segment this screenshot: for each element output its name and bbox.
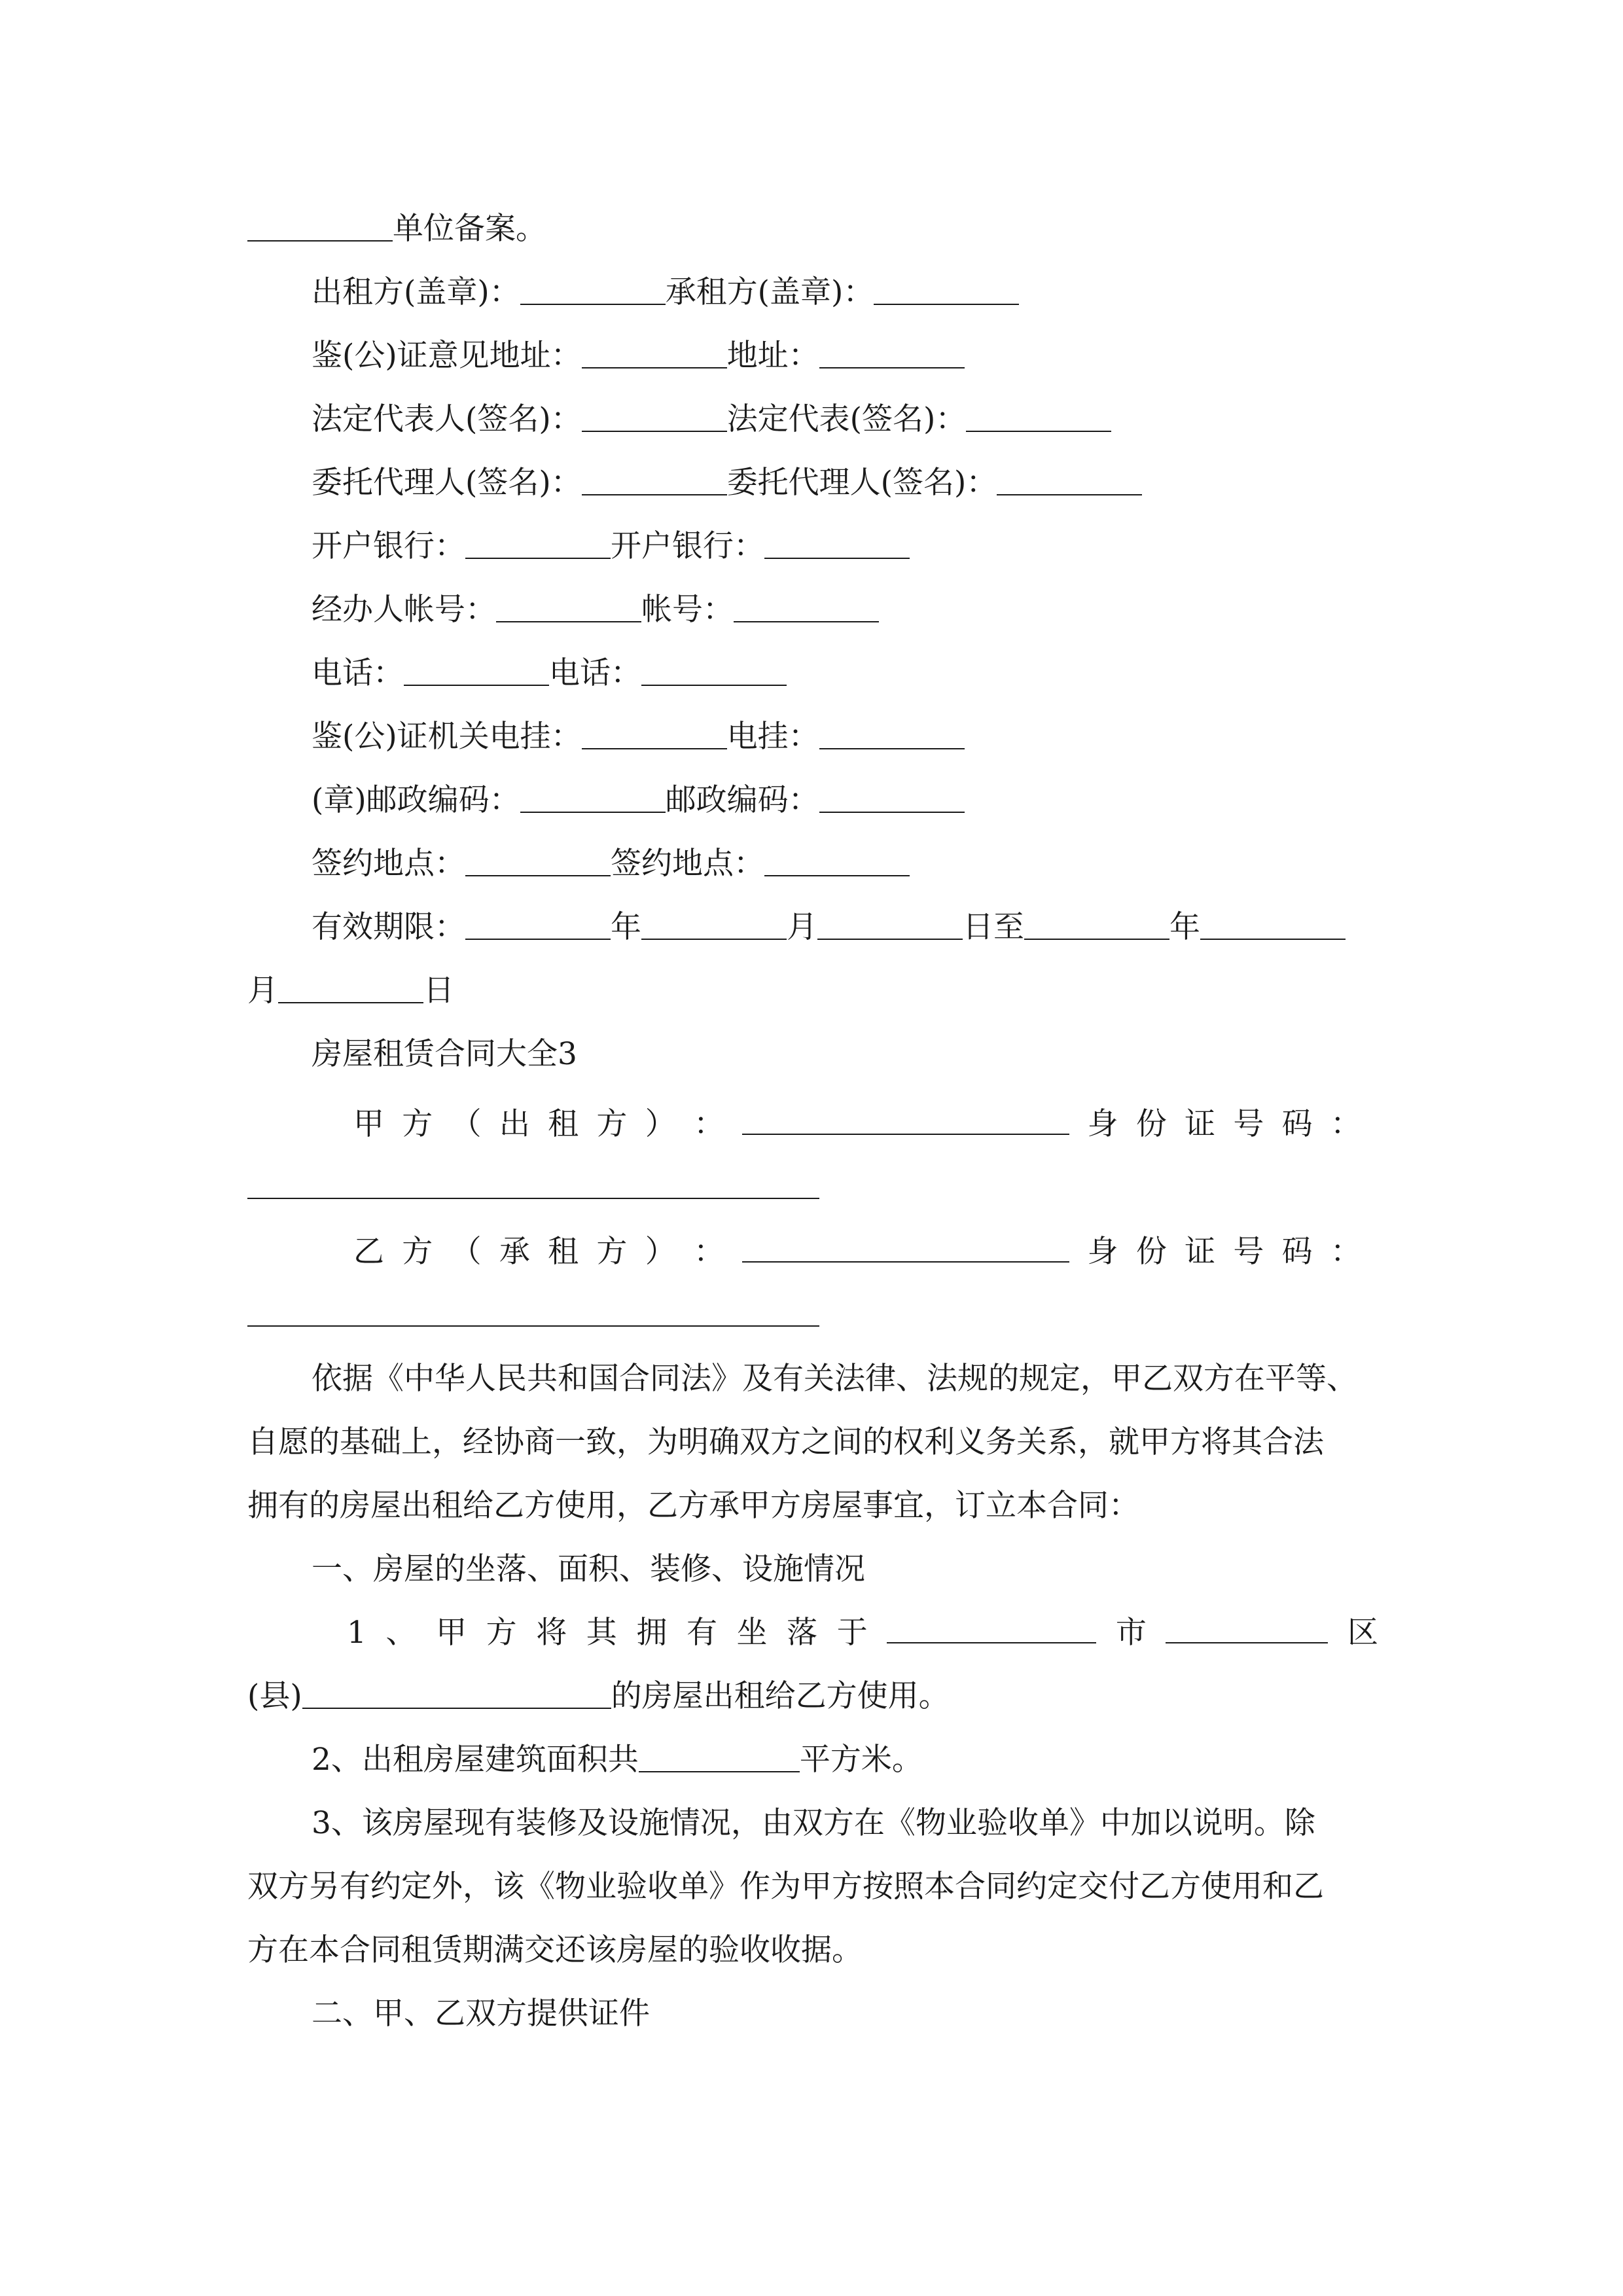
section-1-heading: 一、房屋的坐落、面积、装修、设施情况 <box>312 1551 865 1587</box>
notary-telegraph-label: 鉴(公)证机关电挂： <box>312 719 582 755</box>
phone-label-b: 电话： <box>549 655 641 691</box>
area-unit: 平方米。 <box>799 1742 923 1778</box>
party-a-char: （ <box>450 1106 482 1142</box>
legal-rep-label-a: 法定代表人(签名)： <box>312 401 582 437</box>
party-b-id-char: 码 <box>1281 1234 1313 1270</box>
validity-line <box>312 908 1378 947</box>
postcode-label-b: 邮政编码： <box>665 782 819 818</box>
month-label: 月 <box>787 909 817 945</box>
contract-title: 房屋租赁合同大全3 <box>312 1036 577 1072</box>
agent-line <box>312 463 1378 503</box>
party-b-char: 承 <box>499 1234 530 1270</box>
item-1-char: 1 <box>347 1615 366 1651</box>
item-3-line-3: 方在本合同租赁期满交还该房屋的验收收据。 <box>247 1932 863 1968</box>
item-2-text: 2、出租房屋建筑面积共 <box>312 1742 639 1778</box>
party-a-id-char: 份 <box>1135 1106 1167 1142</box>
district-blank <box>1166 1613 1328 1643</box>
validity-label: 有效期限： <box>312 909 465 945</box>
telegraph-label: 电挂： <box>726 719 819 755</box>
sign-place-blank-b <box>764 846 910 876</box>
party-b-char: 方 <box>596 1234 628 1270</box>
lessor-seal-blank <box>520 275 666 305</box>
month-label-end: 月 <box>247 973 278 1009</box>
city-blank <box>887 1613 1096 1643</box>
bank-label-b: 开户银行： <box>611 528 764 564</box>
legal-rep-blank-a <box>582 402 727 432</box>
validity-end-year-blank <box>1024 910 1169 940</box>
phone-blank-a <box>404 656 549 686</box>
validity-continuation-line <box>247 971 1378 1011</box>
phone-blank-b <box>641 656 787 686</box>
postcode-blank-b <box>819 783 965 813</box>
validity-start-year-blank <box>465 910 611 940</box>
party-a-char: 方 <box>596 1106 628 1142</box>
sign-place-label-a: 签约地点： <box>312 846 465 882</box>
agent-blank-b <box>997 465 1142 495</box>
party-a-id-char: 身 <box>1087 1106 1118 1142</box>
sign-place-blank-a <box>465 846 611 876</box>
filing-line <box>247 209 1378 249</box>
party-b-id-char: 号 <box>1233 1234 1264 1270</box>
item-1-char: 将 <box>536 1615 567 1651</box>
lessee-seal-blank <box>874 275 1019 305</box>
telegraph-line <box>312 717 1378 757</box>
postcode-blank-a <box>520 783 666 813</box>
party-b-line <box>353 1232 1361 1272</box>
phone-label-a: 电话： <box>312 655 404 691</box>
party-a-id-char: 证 <box>1185 1106 1216 1142</box>
lessor-seal-label: 出租方(盖章)： <box>312 274 520 310</box>
address-label: 地址： <box>726 338 819 374</box>
item-1-char: 、 <box>385 1615 417 1651</box>
legal-rep-blank-b <box>966 402 1111 432</box>
party-b-id-char: ： <box>1330 1234 1361 1270</box>
seal-line <box>312 273 1378 312</box>
validity-start-day-blank <box>817 910 963 940</box>
sign-place-line <box>312 844 1378 884</box>
city-label: 市 <box>1115 1615 1147 1651</box>
party-b-id-char: 身 <box>1087 1234 1118 1270</box>
party-a-id-blank <box>247 1198 819 1199</box>
intro-line-2: 自愿的基础上，经协商一致，为明确双方之间的权利义务关系，就甲方将其合法 <box>247 1424 1324 1460</box>
validity-end-day-blank <box>278 973 423 1003</box>
account-blank <box>734 592 879 622</box>
intro-line-1: 依据《中华人民共和国合同法》及有关法律、法规的规定，甲乙双方在平等、 <box>312 1361 1357 1397</box>
item-3-line-2: 双方另有约定外，该《物业验收单》作为甲方按照本合同约定交付乙方使用和乙 <box>247 1869 1324 1905</box>
party-a-id-char: ： <box>1330 1106 1361 1142</box>
party-a-name-blank <box>742 1105 1069 1135</box>
party-a-char: 出 <box>499 1106 530 1142</box>
party-b-char: 乙 <box>353 1234 384 1270</box>
agent-label-a: 委托代理人(签名)： <box>312 465 582 501</box>
address-line <box>312 336 1378 376</box>
item-1-line <box>347 1613 1378 1653</box>
district-label: 区 <box>1347 1615 1378 1651</box>
item-1-tail: 的房屋出租给乙方使用。 <box>611 1678 950 1714</box>
party-b-char: ： <box>693 1234 724 1270</box>
party-b-char: 租 <box>548 1234 579 1270</box>
filing-text: 单位备案。 <box>393 211 546 247</box>
section-2-heading: 二、甲、乙双方提供证件 <box>312 1996 650 2032</box>
year-label: 年 <box>611 909 641 945</box>
party-b-id-char: 证 <box>1185 1234 1216 1270</box>
bank-line <box>312 527 1378 566</box>
party-b-name-blank <box>742 1232 1069 1263</box>
agent-label-b: 委托代理人(签名)： <box>726 465 997 501</box>
item-1-char: 落 <box>787 1615 818 1651</box>
item-1-char: 于 <box>836 1615 868 1651</box>
item-1-continuation <box>247 1677 1378 1716</box>
item-1-char: 方 <box>486 1615 517 1651</box>
sign-place-label-b: 签约地点： <box>611 846 764 882</box>
item-1-char: 有 <box>686 1615 717 1651</box>
telegraph-blank <box>819 719 965 749</box>
party-b-id-char: 份 <box>1135 1234 1167 1270</box>
legal-rep-line <box>312 400 1378 439</box>
party-a-line <box>353 1105 1361 1144</box>
validity-end-month-blank <box>1200 910 1346 940</box>
item-1-char: 坐 <box>736 1615 768 1651</box>
notary-address-label: 鉴(公)证意见地址： <box>312 338 582 374</box>
day-to-label: 日至 <box>963 909 1024 945</box>
filing-blank <box>247 211 393 242</box>
lessee-seal-label: 承租方(盖章)： <box>665 274 874 310</box>
address-blank <box>819 338 965 368</box>
intro-line-3: 拥有的房屋出租给乙方使用，乙方承甲方房屋事宜，订立本合同： <box>247 1488 1139 1524</box>
handler-account-blank <box>496 592 641 622</box>
account-label: 帐号： <box>641 592 734 628</box>
item-1-char: 甲 <box>436 1615 467 1651</box>
agent-blank-a <box>582 465 727 495</box>
item-1-char: 拥 <box>636 1615 668 1651</box>
bank-label-a: 开户银行： <box>312 528 465 564</box>
bank-blank-a <box>465 529 611 559</box>
notary-telegraph-blank <box>582 719 727 749</box>
party-a-char: 租 <box>548 1106 579 1142</box>
postcode-label-a: (章)邮政编码： <box>312 782 520 818</box>
party-a-id-char: 码 <box>1281 1106 1313 1142</box>
county-label: (县) <box>247 1678 302 1714</box>
party-a-id-char: 号 <box>1233 1106 1264 1142</box>
party-a-char: ） <box>645 1106 676 1142</box>
year-label-end: 年 <box>1169 909 1200 945</box>
item-3-line-1: 3、该房屋现有装修及设施情况，由双方在《物业验收单》中加以说明。除 <box>312 1805 1315 1841</box>
item-1-char: 其 <box>586 1615 617 1651</box>
party-b-char: （ <box>450 1234 482 1270</box>
party-b-char: 方 <box>402 1234 433 1270</box>
party-a-char: 甲 <box>353 1106 384 1142</box>
party-a-char: 方 <box>402 1106 433 1142</box>
party-b-char: ） <box>645 1234 676 1270</box>
property-address-blank <box>302 1679 611 1709</box>
notary-address-blank <box>582 338 727 368</box>
legal-rep-label-b: 法定代表(签名)： <box>726 401 967 437</box>
postcode-line <box>312 781 1378 820</box>
validity-start-month-blank <box>641 910 787 940</box>
area-blank <box>639 1742 800 1772</box>
party-b-id-blank <box>247 1325 819 1327</box>
phone-line <box>312 654 1378 693</box>
day-label: 日 <box>423 973 454 1009</box>
item-2-line <box>312 1740 1378 1780</box>
party-a-char: ： <box>693 1106 724 1142</box>
bank-blank-b <box>764 529 910 559</box>
handler-account-label: 经办人帐号： <box>312 592 496 628</box>
account-line <box>312 590 1378 630</box>
